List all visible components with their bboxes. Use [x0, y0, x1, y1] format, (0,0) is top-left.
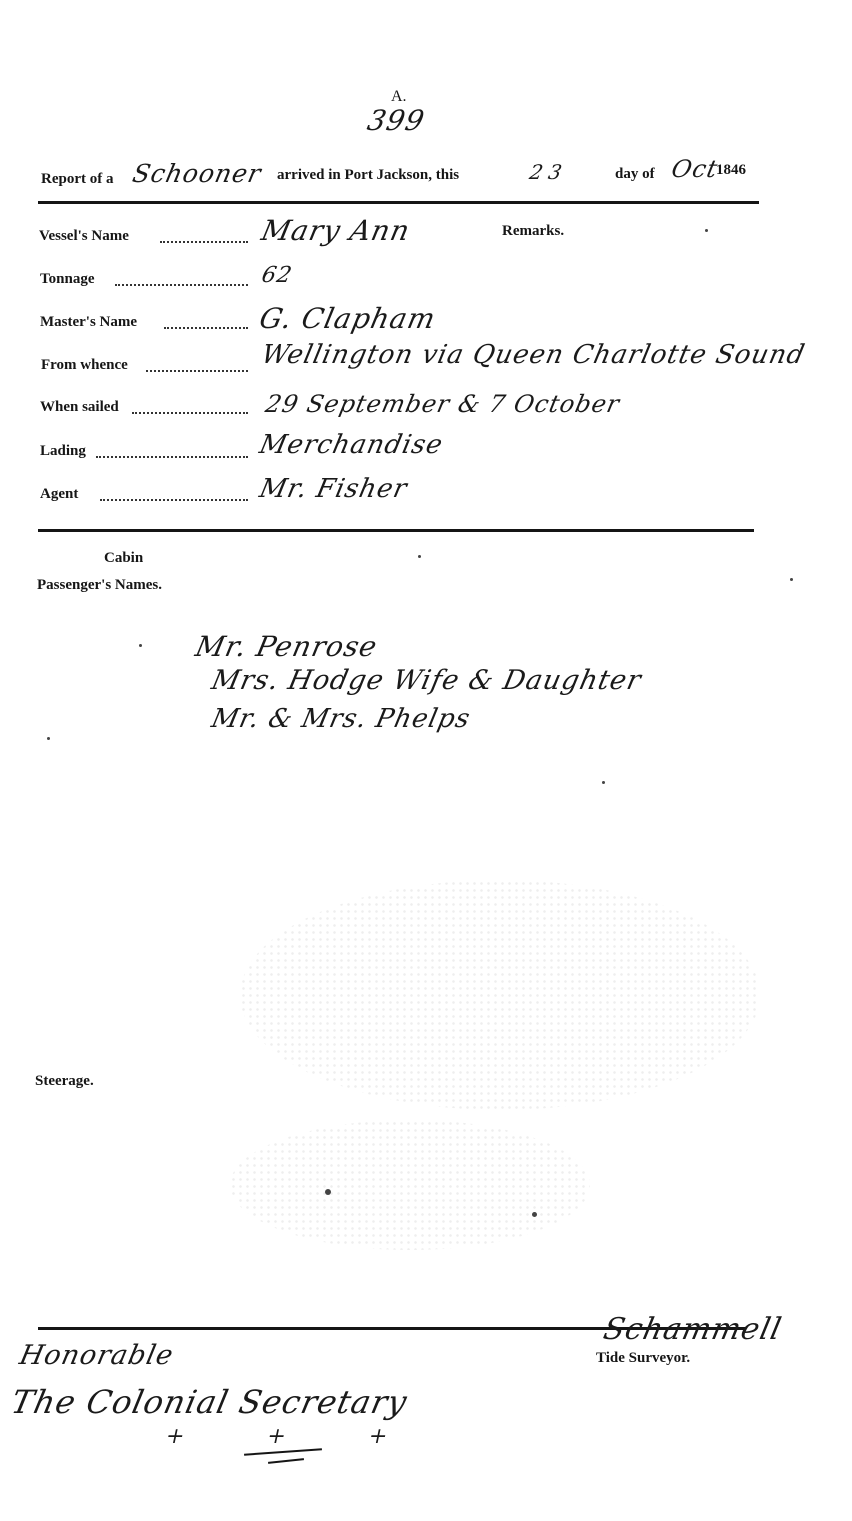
addressee-colonial-secretary: The Colonial Secretary [7, 1383, 412, 1421]
paper-speck [139, 644, 142, 647]
paper-speck [325, 1189, 331, 1195]
leader-dots [132, 412, 248, 414]
paper-speck [602, 781, 605, 784]
field-label: When sailed [40, 399, 119, 415]
field-value: 29 September & 7 October [263, 390, 623, 418]
addressee-honorable: Honorable [16, 1340, 177, 1371]
flourish-line [268, 1458, 304, 1464]
vessel-type: Schooner [129, 159, 265, 188]
passenger-entry: Mr. Penrose [192, 630, 381, 663]
cabin-heading: Cabin [104, 550, 144, 566]
report-month: Oct [669, 155, 721, 183]
paper-speck [532, 1212, 537, 1217]
report-day: 23 [527, 160, 571, 184]
top-rule [38, 201, 759, 204]
middle-rule [38, 529, 754, 532]
paper-speck [790, 578, 793, 581]
report-middle: arrived in Port Jackson, this [277, 167, 460, 183]
leader-dots [96, 456, 248, 458]
tide-surveyor-label: Tide Surveyor. [596, 1350, 691, 1366]
leader-dots [164, 327, 248, 329]
field-label: Vessel's Name [39, 228, 129, 244]
leader-dots [115, 284, 248, 286]
passengers-heading: Passenger's Names. [37, 577, 162, 593]
paper-stain [240, 880, 760, 1110]
field-value: Wellington via Queen Charlotte Sound [258, 340, 808, 370]
field-label: Agent [40, 486, 79, 502]
folio-number: 399 [364, 104, 428, 137]
report-day-of: day of [615, 166, 655, 182]
field-value: Mr. Fisher [256, 474, 411, 504]
field-label: Master's Name [40, 314, 138, 330]
leader-dots [146, 370, 248, 372]
report-prefix: Report of a [41, 171, 114, 187]
paper-speck [418, 555, 421, 558]
closing-marks: + + + [163, 1424, 428, 1449]
field-label: Tonnage [40, 271, 95, 287]
field-label: Lading [40, 443, 86, 459]
leader-dots [160, 241, 248, 243]
field-value: Merchandise [256, 430, 446, 460]
tide-surveyor-signature: Schammell [600, 1312, 786, 1347]
series-letter: A. [391, 88, 407, 105]
steerage-label: Steerage. [35, 1073, 94, 1089]
field-value: G. Clapham [256, 302, 439, 335]
field-value: 62 [259, 263, 295, 288]
paper-speck [47, 737, 50, 740]
remarks-label: Remarks. [502, 223, 565, 239]
paper-speck [705, 229, 708, 232]
field-value: Mary Ann [258, 214, 414, 247]
field-label: From whence [41, 357, 128, 373]
report-year: 1846 [716, 162, 746, 178]
paper-stain [230, 1120, 590, 1250]
passenger-entry: Mr. & Mrs. Phelps [208, 704, 474, 734]
passenger-entry: Mrs. Hodge Wife & Daughter [208, 665, 645, 696]
flourish-line [244, 1448, 322, 1455]
leader-dots [100, 499, 248, 501]
